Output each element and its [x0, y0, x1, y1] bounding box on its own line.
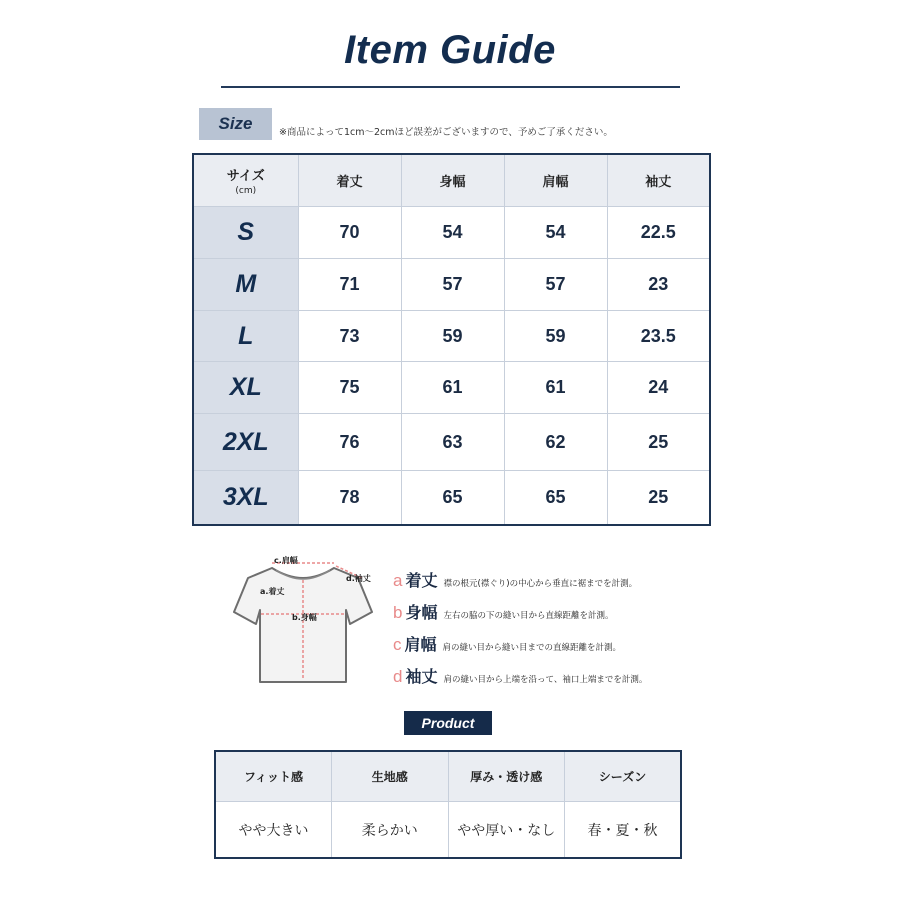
col-header-length: 着丈: [298, 154, 401, 207]
product-table: [214, 750, 682, 859]
legend-item: [393, 632, 621, 655]
col-header-width: 身幅: [401, 154, 504, 207]
legend-letter: c: [393, 635, 402, 654]
size-header-label: サイズ: [226, 169, 265, 184]
value-cell: 59: [401, 311, 504, 362]
value-cell: 70: [298, 207, 401, 259]
legend-item: [393, 600, 614, 623]
product-header-row: [215, 751, 681, 802]
label-a: a.着丈: [260, 587, 285, 596]
value-cell: 76: [298, 414, 401, 471]
value-cell: 65: [504, 471, 607, 525]
value-cell: 61: [401, 362, 504, 414]
legend-item: [393, 664, 647, 687]
legend-item: [393, 568, 637, 591]
table-row: [193, 207, 710, 259]
product-header-season: シーズン: [565, 751, 682, 802]
value-cell: 54: [401, 207, 504, 259]
tshirt-diagram: [228, 554, 378, 690]
value-cell: 57: [504, 259, 607, 311]
value-cell: 65: [401, 471, 504, 525]
product-section-tag: Product: [404, 711, 492, 735]
value-cell: 62: [504, 414, 607, 471]
value-cell: 73: [298, 311, 401, 362]
size-table-header: [193, 154, 710, 207]
table-row: [193, 259, 710, 311]
size-label: 3XL: [193, 471, 298, 525]
title-divider: [221, 86, 680, 88]
size-header-cell: [193, 154, 298, 207]
product-value-row: [215, 802, 681, 859]
table-row: [193, 362, 710, 414]
value-cell: 25: [607, 471, 710, 525]
label-d: d.袖丈: [346, 574, 371, 583]
size-label: 2XL: [193, 414, 298, 471]
size-note: ※商品によって1cm〜2cmほど誤差がございますので、予めご了承ください。: [279, 127, 613, 138]
legend-desc: 肩の縫い目から縫い目までの直線距離を計測。: [442, 643, 622, 653]
value-cell: 71: [298, 259, 401, 311]
table-row: [193, 414, 710, 471]
product-header-thickness: 厚み・透け感: [448, 751, 565, 802]
legend-title: 着丈: [405, 571, 438, 590]
value-cell: 22.5: [607, 207, 710, 259]
value-cell: 54: [504, 207, 607, 259]
size-label: XL: [193, 362, 298, 414]
size-table: [192, 153, 711, 526]
legend-desc: 肩の縫い目から上端を沿って、袖口上端までを計測。: [443, 675, 648, 685]
product-header-fit: フィット感: [215, 751, 332, 802]
value-cell: 78: [298, 471, 401, 525]
product-value-thickness: やや厚い・なし: [448, 802, 565, 859]
size-label: S: [193, 207, 298, 259]
table-row: [193, 471, 710, 525]
value-cell: 25: [607, 414, 710, 471]
value-cell: 59: [504, 311, 607, 362]
product-value-fabric: 柔らかい: [332, 802, 449, 859]
value-cell: 63: [401, 414, 504, 471]
size-header-unit: (cm): [235, 186, 257, 196]
legend-desc: 左右の脇の下の縫い目から直線距離を計測。: [443, 611, 614, 621]
legend-title: 身幅: [405, 603, 438, 622]
table-row: [193, 311, 710, 362]
legend-letter: b: [393, 603, 403, 622]
value-cell: 61: [504, 362, 607, 414]
col-header-sleeve: 袖丈: [607, 154, 710, 207]
value-cell: 24: [607, 362, 710, 414]
size-label: M: [193, 259, 298, 311]
legend-letter: a: [393, 571, 403, 590]
legend-title: 袖丈: [405, 667, 438, 686]
label-c: c.肩幅: [274, 556, 298, 565]
legend-letter: d: [393, 667, 403, 686]
size-section-tag: Size: [199, 108, 272, 140]
value-cell: 75: [298, 362, 401, 414]
legend-title: 肩幅: [404, 635, 437, 654]
legend-desc: 襟の根元(襟ぐり)の中心から垂直に裾までを計測。: [443, 579, 638, 589]
size-label: L: [193, 311, 298, 362]
value-cell: 57: [401, 259, 504, 311]
product-value-season: 春・夏・秋: [565, 802, 682, 859]
label-b: b.身幅: [292, 613, 317, 622]
value-cell: 23: [607, 259, 710, 311]
product-header-fabric: 生地感: [332, 751, 449, 802]
value-cell: 23.5: [607, 311, 710, 362]
product-value-fit: やや大きい: [215, 802, 332, 859]
col-header-shoulder: 肩幅: [504, 154, 607, 207]
page-title: Item Guide: [344, 28, 556, 72]
